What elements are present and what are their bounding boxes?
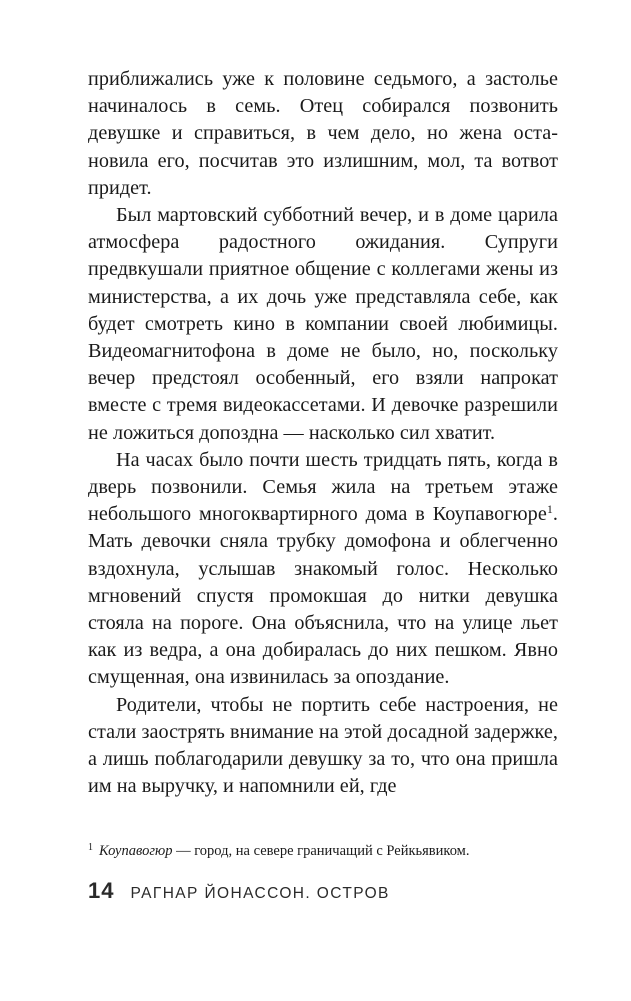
footnote-reference: 1: [546, 502, 553, 517]
footnote-text: — город, на севере граничащий с Рейкьявиком.: [172, 843, 470, 859]
page-number: 14: [88, 878, 115, 903]
paragraph-2: Был мартовский субботний вечер, и в доме царила атмосфера радостного ожидания. Супруги предвкушали приятное общение с коллегами жены из министерства, а их дочь уже представляла себе, как будет смотреть кино в компании своей любимицы. Видеомагнитофона в доме не было, но, поскольку вечер предстоял особенный, его взяли напрокат вместе с тремя видеокассетами. И девочке разрешили не ложиться допоздна — насколько сил хватит.: [88, 204, 558, 444]
footnote: [88, 838, 558, 861]
paragraph-3-part-1: На часах было почти шесть тридцать пять, когда в дверь позвонили. Семья жила на третьем этаже небольшого многоквартирного дома в Коупавогюре: [88, 448, 558, 526]
paragraph-1: приближались уже к половине седьмого, а застолье начиналось в семь. Отец собирался позвонить девушке и справиться, в чем дело, но жена остановила его, посчитав это излишним, мол, та вотвот придет.: [88, 68, 558, 199]
paragraph-4: Родители, чтобы не портить себе настроения, не стали заострять внимание на этой досадной задержке, а лишь поблагодарили девушку за то, что она пришла им на выручку, и напомнили ей, где: [88, 693, 558, 798]
running-footer: [88, 878, 390, 904]
paragraph-3-part-2: . Мать девочки сняла трубку домофона и облегченно вздохнула, услышав знакомый голос. Несколько мгновений спустя промокшая до нитки девушка стояла на пороге. Она объяснила, что на улице льет как из ведра, а она добиралась до них пешком. Явно смущенная, она извинилась за опоздание.: [88, 503, 558, 689]
footnote-term: Коупавогюр: [99, 843, 173, 859]
footnote-marker: 1: [88, 842, 93, 853]
page-body-text: [88, 66, 558, 800]
book-title: РАГНАР ЙОНАССОН. ОСТРОВ: [130, 885, 390, 902]
paragraph-3: [88, 447, 558, 692]
